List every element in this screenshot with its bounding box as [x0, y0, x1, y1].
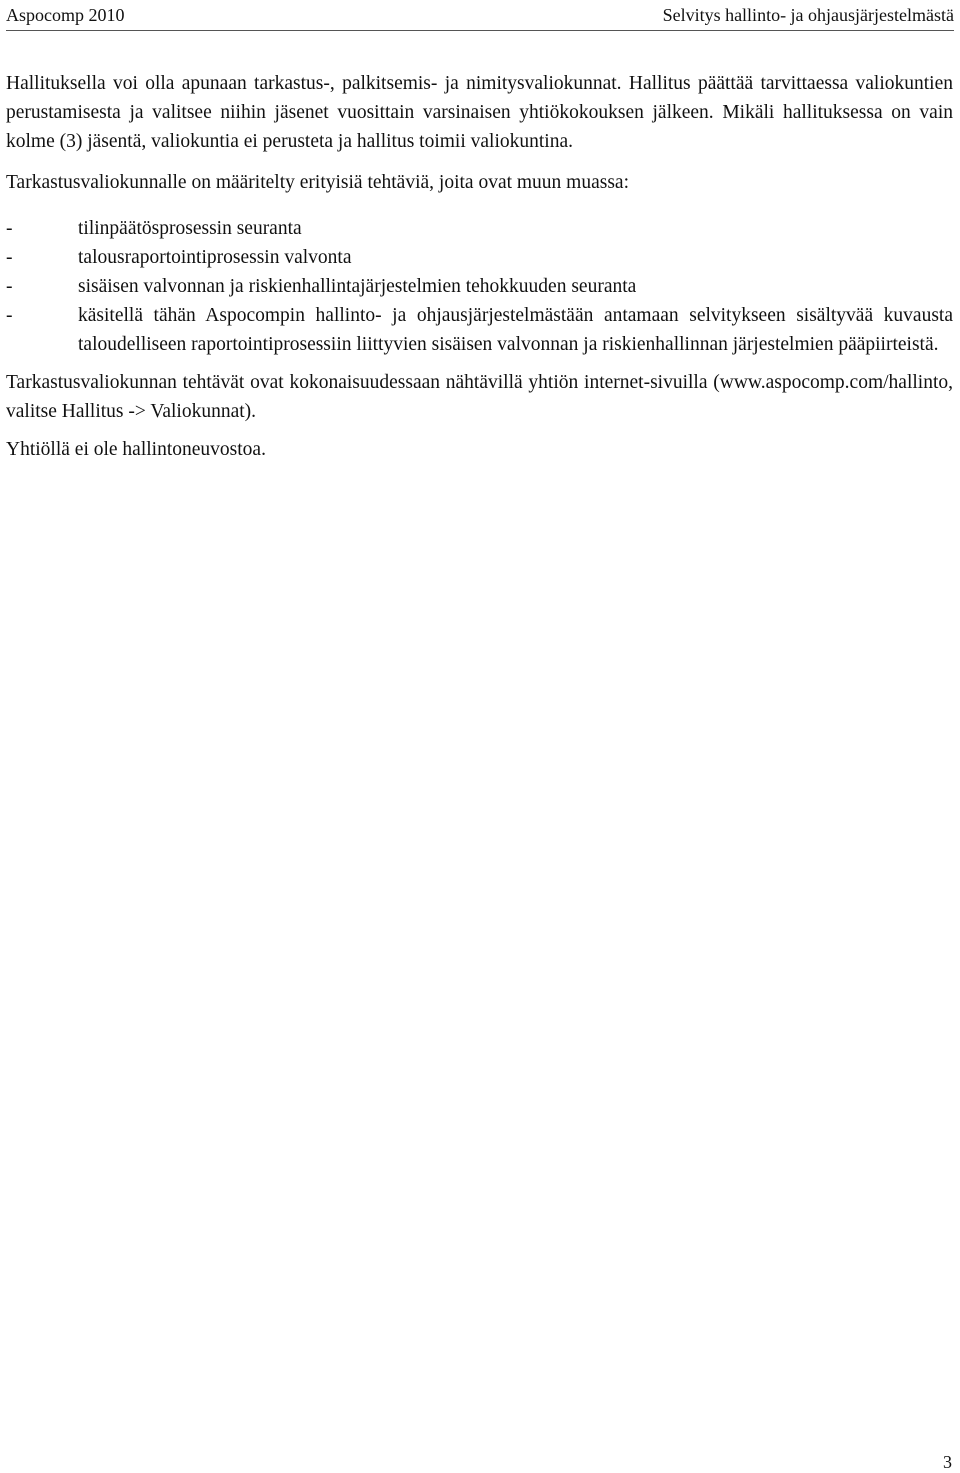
- list-item: [6, 214, 953, 243]
- list-item-text: sisäisen valvonnan ja riskienhallintajärjestelmien tehokkuuden seuranta: [78, 276, 637, 297]
- list-bullet-marker: -: [6, 276, 13, 297]
- audit-committee-task-list: [6, 214, 953, 359]
- list-item: [6, 243, 953, 272]
- paragraph-audit-committee-intro: Tarkastusvaliokunnalle on määritelty erityisiä tehtäviä, joita ovat muun muassa:: [6, 172, 630, 193]
- list-bullet-marker: -: [6, 218, 13, 239]
- paragraph-committees: Hallituksella voi olla apunaan tarkastus-, palkitsemis- ja nimitysvaliokunnat. Hallitus päättää tarvittaessa valiokuntien perustamisesta ja valitsee niihin jäsenet vuosittain varsinaisen yhtiökokouksen jälkeen. Mikäli hallituksessa on vain kolme (3) jäsentä, valiokuntia ei perusteta ja hallitus toimii valiokuntina.: [6, 73, 953, 152]
- header-company-year: Aspocomp 2010: [6, 4, 125, 25]
- list-bullet-marker: -: [6, 247, 13, 268]
- document-body: [6, 69, 953, 464]
- list-item: [6, 272, 953, 301]
- header-document-title: Selvitys hallinto- ja ohjausjärjestelmästä: [662, 4, 954, 25]
- page-header: [6, 0, 954, 31]
- page-number: 3: [943, 1452, 952, 1472]
- list-item: [6, 301, 953, 359]
- list-bullet-marker: -: [6, 305, 13, 326]
- list-item-text: talousraportointiprosessin valvonta: [78, 247, 352, 268]
- list-item-text: tilinpäätösprosessin seuranta: [78, 218, 302, 239]
- list-item-text: käsitellä tähän Aspocompin hallinto- ja ohjausjärjestelmästään antamaan selvitykseen sisältyvää kuvausta taloudelliseen raportointiprosessiin liittyvien sisäisen valvonnan ja riskienhallinnan järjestelmien pääpiirteistä.: [78, 305, 953, 355]
- paragraph-supervisory-board: Yhtiöllä ei ole hallintoneuvostoa.: [6, 439, 266, 460]
- paragraph-committee-website: Tarkastusvaliokunnan tehtävät ovat kokonaisuudessaan nähtävillä yhtiön internet-sivuilla (www.aspocomp.com/hallinto, valitse Hallitus -> Valiokunnat).: [6, 372, 953, 422]
